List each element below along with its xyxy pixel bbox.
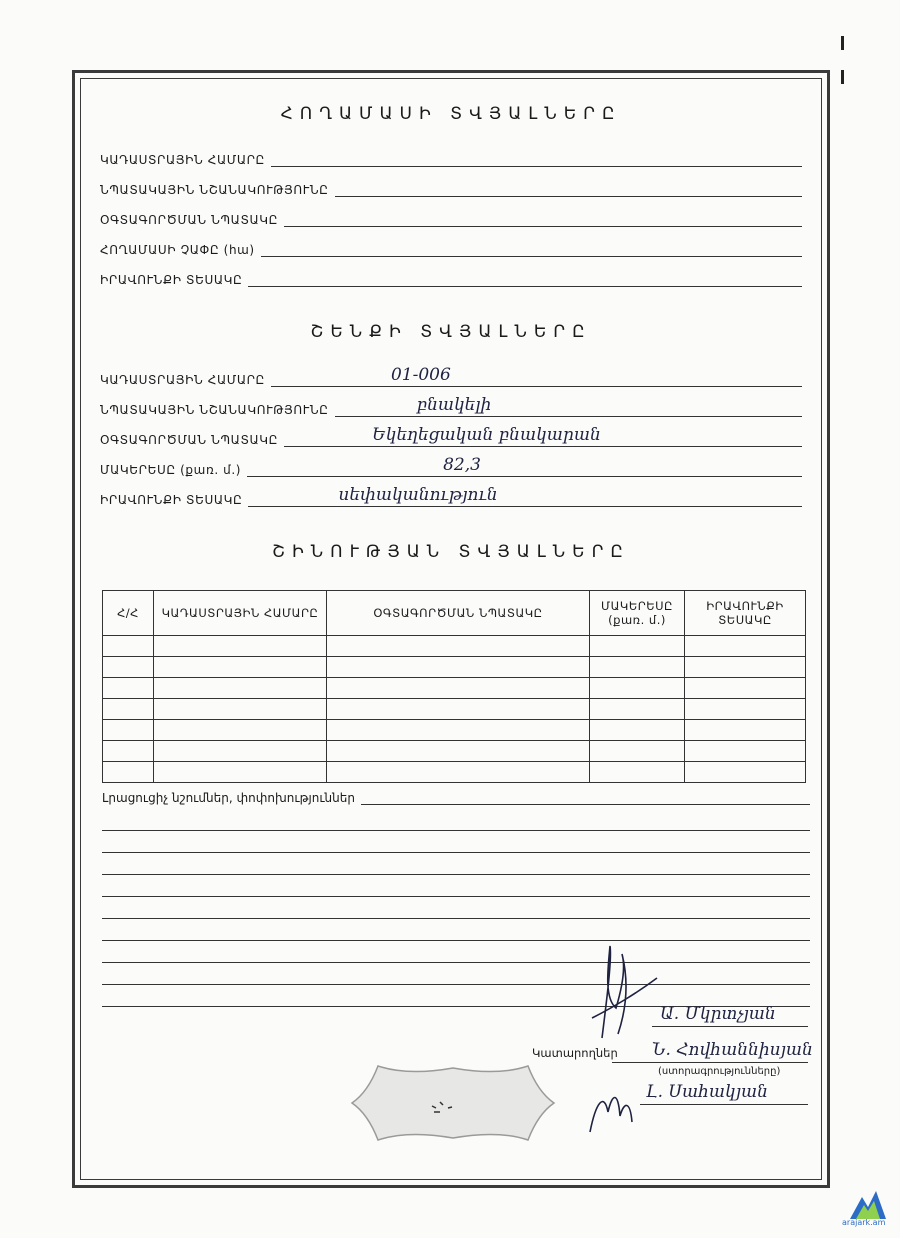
signatures-sublabel: (ստորագրությունները) bbox=[658, 1066, 781, 1077]
col-header-area: ՄԱԿԵՐԵՍԸ (քառ. մ.) bbox=[590, 591, 685, 636]
field-value: 01-006 bbox=[390, 365, 451, 385]
land-section-title: ՀՈՂԱՄԱՍԻ ՏՎՅԱԼՆԵՐԸ bbox=[280, 104, 622, 124]
binder-mark bbox=[841, 36, 844, 50]
notes-line[interactable] bbox=[102, 830, 810, 831]
field-value: 82,3 bbox=[443, 455, 481, 475]
signature-name-2: Ն. Հովհաննիսյան bbox=[652, 1040, 813, 1060]
field-line[interactable] bbox=[248, 272, 802, 287]
field-label: ՕԳՏԱԳՈՐԾՄԱՆ ՆՊԱՏԱԿԸ bbox=[100, 433, 279, 447]
field-line[interactable] bbox=[284, 425, 802, 447]
table-row bbox=[103, 720, 806, 741]
signature-scribble-icon bbox=[586, 1082, 646, 1142]
field-label: ՄԱԿԵՐԵՍԸ (քառ. մ.) bbox=[100, 463, 242, 477]
signature-line bbox=[640, 1104, 808, 1105]
table-header-row bbox=[103, 591, 806, 636]
table-row bbox=[103, 657, 806, 678]
stamp-frame-icon bbox=[348, 1062, 558, 1144]
field-value: բնակելի bbox=[416, 395, 492, 415]
land-field-right bbox=[100, 272, 802, 287]
land-field-cadastral bbox=[100, 152, 802, 167]
building-field-purpose bbox=[100, 395, 802, 417]
field-label: ՆՊԱՏԱԿԱՅԻՆ ՆՇԱՆԱԿՈՒԹՅՈՒՆԸ bbox=[100, 183, 329, 197]
field-label: ԿԱԴԱՍՏՐԱՅԻՆ ՀԱՄԱՐԸ bbox=[100, 373, 265, 387]
logo-text: arajark.am bbox=[842, 1218, 886, 1227]
building-field-cadastral bbox=[100, 365, 802, 387]
table-row bbox=[103, 636, 806, 657]
signature-line bbox=[652, 1026, 808, 1027]
notes-line[interactable] bbox=[102, 896, 810, 897]
notes-line[interactable] bbox=[102, 874, 810, 875]
building-field-area bbox=[100, 455, 802, 477]
notes-line[interactable] bbox=[102, 962, 810, 963]
structure-table bbox=[102, 590, 806, 783]
field-line[interactable] bbox=[335, 395, 802, 417]
executors-label: Կատարողներ bbox=[532, 1046, 618, 1060]
signature-name-3: Լ. Սահակյան bbox=[646, 1082, 768, 1102]
field-line[interactable] bbox=[247, 455, 802, 477]
field-value: Եկեղեցական բնակարան bbox=[372, 425, 601, 445]
notes-label: Լրացուցիչ նշումներ, փոփոխություններ bbox=[102, 791, 355, 805]
notes-line[interactable] bbox=[102, 940, 810, 941]
col-header-cadastral: ԿԱԴԱՍՏՐԱՅԻՆ ՀԱՄԱՐԸ bbox=[154, 591, 327, 636]
building-field-usage bbox=[100, 425, 802, 447]
field-line[interactable] bbox=[335, 182, 802, 197]
col-header-number: Հ/Հ bbox=[103, 591, 154, 636]
notes-line[interactable] bbox=[102, 852, 810, 853]
structure-section-title: ՇԻՆՈՒԹՅԱՆ ՏՎՅԱԼՆԵՐԸ bbox=[272, 542, 630, 562]
land-field-usage bbox=[100, 212, 802, 227]
land-field-purpose bbox=[100, 182, 802, 197]
col-header-right: ԻՐԱՎՈՒՆՔԻ ՏԵՍԱԿԸ bbox=[685, 591, 806, 636]
table-row bbox=[103, 699, 806, 720]
signature-line bbox=[612, 1062, 808, 1063]
signature-name-1: Ա. Մկրտչյան bbox=[660, 1004, 776, 1024]
table-row bbox=[103, 741, 806, 762]
notes-line[interactable] bbox=[361, 790, 810, 805]
table-row bbox=[103, 762, 806, 783]
binder-mark bbox=[841, 70, 844, 84]
field-label: ՆՊԱՏԱԿԱՅԻՆ ՆՇԱՆԱԿՈՒԹՅՈՒՆԸ bbox=[100, 403, 329, 417]
field-label: ԿԱԴԱՍՏՐԱՅԻՆ ՀԱՄԱՐԸ bbox=[100, 153, 265, 167]
field-line[interactable] bbox=[248, 485, 802, 507]
field-label: ՀՈՂԱՄԱՍԻ ՉԱՓԸ (հա) bbox=[100, 243, 255, 257]
notes-line[interactable] bbox=[102, 984, 810, 985]
land-field-size bbox=[100, 242, 802, 257]
field-label: ԻՐԱՎՈՒՆՔԻ ՏԵՍԱԿԸ bbox=[100, 273, 243, 287]
field-line[interactable] bbox=[271, 365, 802, 387]
field-line[interactable] bbox=[271, 152, 802, 167]
field-label: ՕԳՏԱԳՈՐԾՄԱՆ ՆՊԱՏԱԿԸ bbox=[100, 213, 279, 227]
col-header-usage: ՕԳՏԱԳՈՐԾՄԱՆ ՆՊԱՏԱԿԸ bbox=[327, 591, 590, 636]
notes-row bbox=[102, 790, 810, 805]
building-field-right bbox=[100, 485, 802, 507]
field-value: սեփականություն bbox=[338, 485, 498, 505]
table-row bbox=[103, 678, 806, 699]
signature-scribble-icon bbox=[582, 938, 662, 1048]
building-section-title: ՇԵՆՔԻ ՏՎՅԱԼՆԵՐԸ bbox=[310, 322, 592, 342]
field-line[interactable] bbox=[261, 242, 802, 257]
field-label: ԻՐԱՎՈՒՆՔԻ ՏԵՍԱԿԸ bbox=[100, 493, 243, 507]
field-line[interactable] bbox=[284, 212, 802, 227]
notes-line[interactable] bbox=[102, 918, 810, 919]
